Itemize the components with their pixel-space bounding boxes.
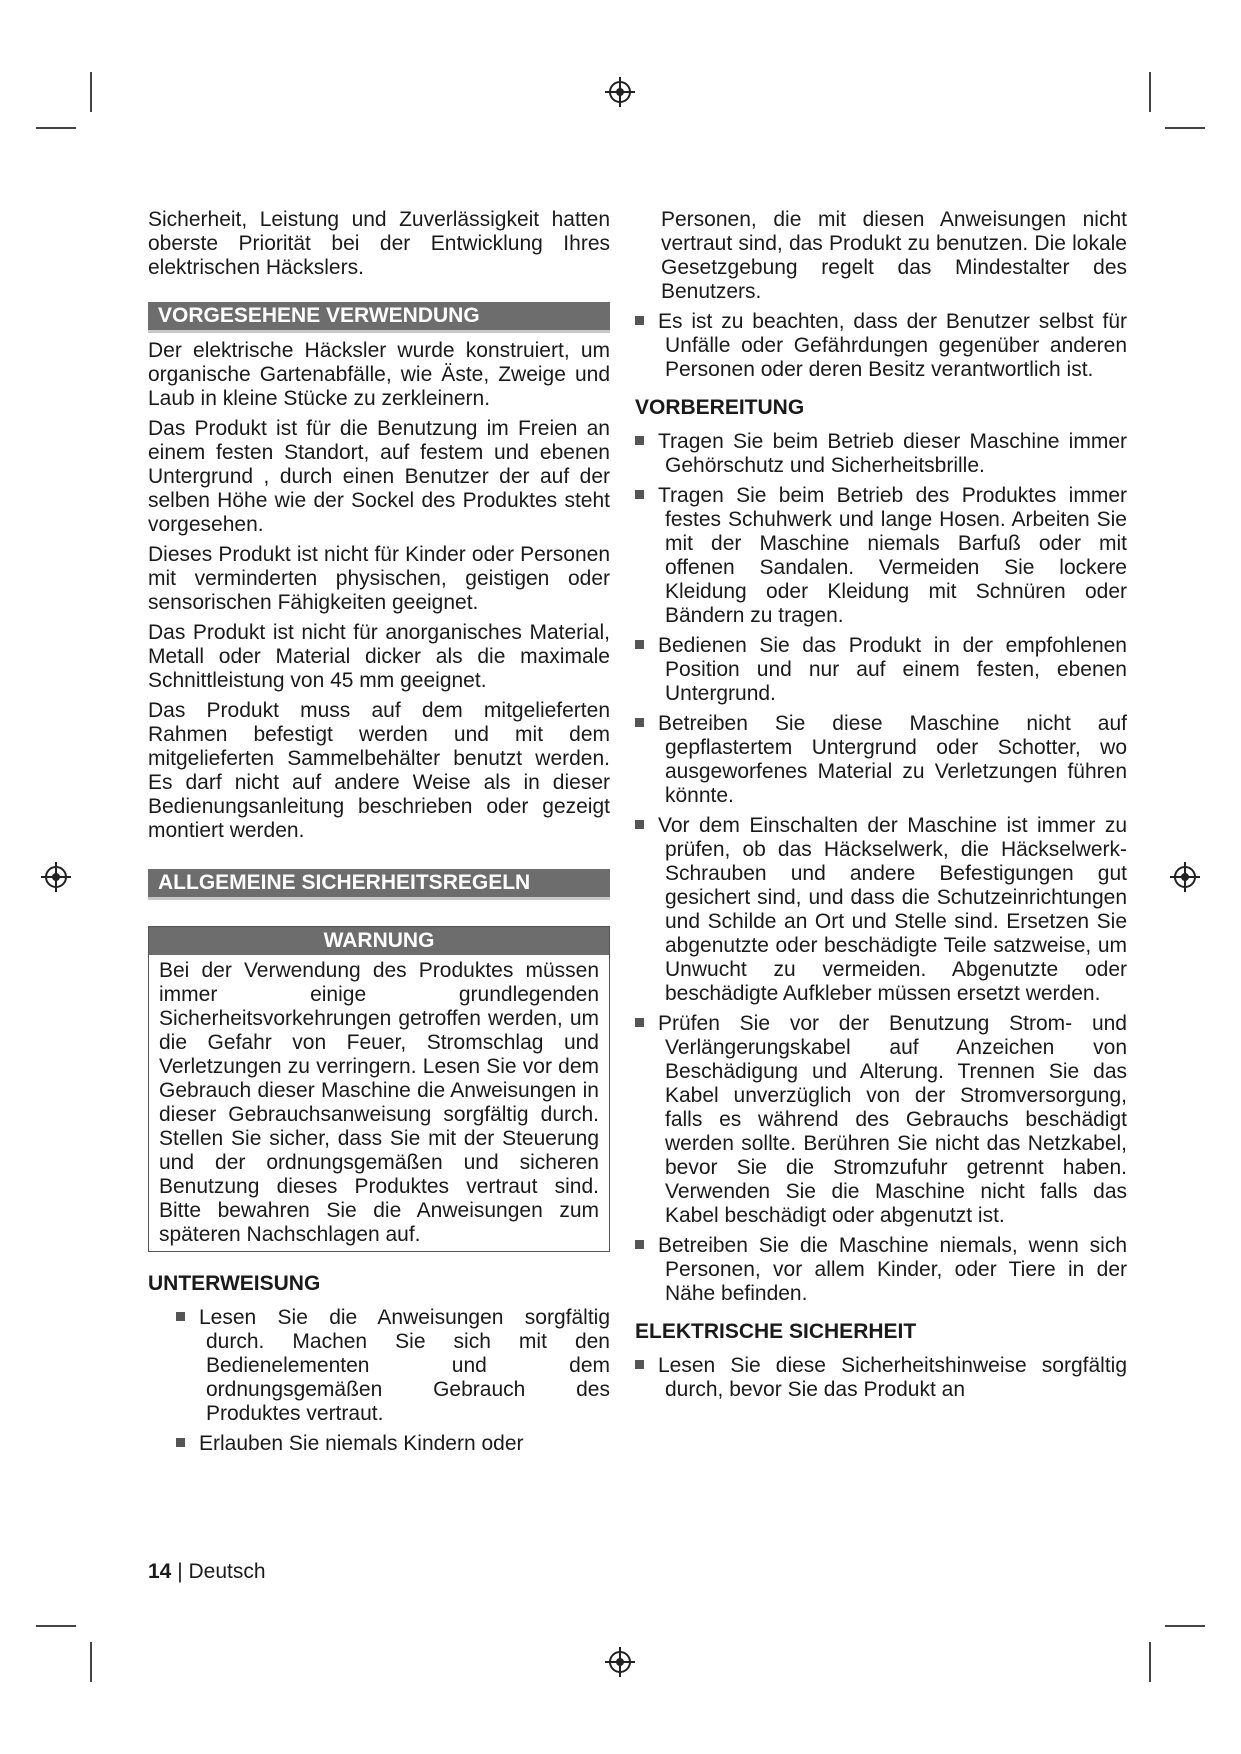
intended-use-paragraph: Das Produkt muss auf dem mitgelieferten Rahmen befestigt werden und mit dem mitgelieferten Sammelbehälter benutzt werden. Es darf nicht auf andere Weise als in dieser Bedienungsanleitung beschrieben oder gezeigt montiert werden. <box>148 699 610 842</box>
warning-title: WARNUNG <box>149 927 609 955</box>
footer-language: Deutsch <box>188 1560 266 1583</box>
subhead-electrical-safety: ELEKTRISCHE SICHERHEIT <box>635 1320 917 1343</box>
section-title-general-safety: ALLGEMEINE SICHERHEITSREGELN <box>148 869 610 900</box>
crop-mark <box>36 127 76 129</box>
list-item: Tragen Sie beim Betrieb dieser Maschine immer Gehörschutz und Sicherheitsbrille. <box>635 430 1127 478</box>
intended-use-paragraph: Dieses Produkt ist nicht für Kinder oder Personen mit verminderten physischen, geistigen oder sensorischen Fähigkeiten geeignet. <box>148 543 610 614</box>
bullet-square-icon <box>635 640 644 649</box>
list-item: Bedienen Sie das Produkt in der empfohlenen Position und nur auf einem festen, ebenen Untergrund. <box>635 634 1127 706</box>
bullet-square-icon <box>635 820 644 829</box>
list-item: Lesen Sie diese Sicherheitshinweise sorgfältig durch, bevor Sie das Produkt an <box>635 1354 1127 1402</box>
list-item: Vor dem Einschalten der Maschine ist immer zu prüfen, ob das Häckselwerk, die Häckselwerk-Schrauben und andere Befestigungen gut gesichert sind, und dass die Schutzeinrichtungen und Schilde an Ort und Stelle sind. Ersetzen Sie abgenutzte oder beschädigte Teile satzweise, um Unwucht zu vermeiden. Abgenutzte oder beschädigte Aufkleber müssen ersetzt werden. <box>635 814 1127 1006</box>
subhead-instruction: UNTERWEISUNG <box>148 1272 321 1295</box>
registration-mark-icon <box>1170 862 1200 892</box>
bullet-square-icon <box>176 1312 185 1321</box>
bullet-square-icon <box>635 1018 644 1027</box>
bullet-square-icon <box>635 316 644 325</box>
intended-use-paragraph: Das Produkt ist nicht für anorganisches Material, Metall oder Material dicker als die maximale Schnittleistung von 45 mm geeignet. <box>148 621 610 692</box>
page-number: 14 <box>148 1560 172 1583</box>
intended-use-paragraph: Der elektrische Häcksler wurde konstruiert, um organische Gartenabfälle, wie Äste, Zweige und Laub in kleine Stücke zu zerkleinern. <box>148 339 610 410</box>
crop-mark <box>90 1642 92 1682</box>
crop-mark <box>1149 1642 1151 1682</box>
warning-text: Bei der Verwendung des Produktes müssen immer einige grundlegenden Sicherheitsvorkehrungen getroffen werden, um die Gefahr von Feuer, Stromschlag und Verletzungen zu verringern. Lesen Sie vor dem Gebrauch dieser Maschine die Anweisungen in dieser Gebrauchsanweisung sorgfältig durch. Stellen Sie sicher, dass Sie mit der Steuerung und der ordnungsgemäßen und sicheren Benutzung dieses Produktes vertraut sind. Bitte bewahren Sie die Anweisungen zum späteren Nachschlagen auf. <box>159 959 599 1246</box>
list-item: Prüfen Sie vor der Benutzung Strom- und Verlängerungskabel auf Anzeichen von Beschädigung und Alterung. Trennen Sie das Kabel unverzüglich von der Stromversorgung, falls es während des Gebrauchs beschädigt werden sollte. Berühren Sie nicht das Netzkabel, bevor Sie die Stromzufuhr getrennt haben. Verwenden Sie die Maschine nicht falls das Kabel beschädigt oder abgenutzt ist. <box>635 1012 1127 1228</box>
list-item: Es ist zu beachten, dass der Benutzer selbst für Unfälle oder Gefährdungen gegenüber anderen Personen oder deren Besitz verantwortlich ist. <box>635 310 1127 382</box>
bullet-square-icon <box>635 718 644 727</box>
subhead-preparation: VORBEREITUNG <box>635 396 805 419</box>
list-item: Betreiben Sie die Maschine niemals, wenn sich Personen, vor allem Kinder, oder Tiere in der Nähe befinden. <box>635 1234 1127 1306</box>
registration-mark-icon <box>41 862 71 892</box>
crop-mark <box>90 72 92 112</box>
intro-paragraph: Sicherheit, Leistung und Zuverlässigkeit hatten oberste Priorität bei der Entwicklung Ihres elektrischen Häckslers. <box>148 208 610 279</box>
page-footer <box>148 1560 266 1584</box>
section-title-intended-use: VORGESEHENE VERWENDUNG <box>148 302 610 333</box>
bullet-square-icon <box>635 436 644 445</box>
list-item: Betreiben Sie diese Maschine nicht auf gepflastertem Untergrund oder Schotter, wo ausgeworfenes Material zu Verletzungen führen könnte. <box>635 712 1127 808</box>
continuation-paragraph: Personen, die mit diesen Anweisungen nicht vertraut sind, das Produkt zu benutzen. Die lokale Gesetzgebung regelt das Mindestalter des Benutzers. <box>661 208 1127 303</box>
left-column <box>148 208 610 1462</box>
warning-box <box>148 926 610 1252</box>
registration-mark-icon <box>605 77 635 107</box>
bullet-square-icon <box>635 1240 644 1249</box>
crop-mark <box>1165 127 1205 129</box>
bullet-square-icon <box>635 1360 644 1369</box>
footer-separator: | <box>171 1560 189 1583</box>
bullet-square-icon <box>176 1438 185 1447</box>
crop-mark <box>1165 1625 1205 1627</box>
crop-mark <box>1149 72 1151 112</box>
list-item: Erlauben Sie niemals Kindern oder <box>176 1432 610 1456</box>
registration-mark-icon <box>605 1647 635 1677</box>
list-item: Tragen Sie beim Betrieb des Produktes immer festes Schuhwerk und lange Hosen. Arbeiten Sie mit der Maschine niemals Barfuß oder mit offenen Sandalen. Vermeiden Sie lockere Kleidung oder Kleidung mit Schnüren oder Bändern zu tragen. <box>635 484 1127 628</box>
right-column <box>635 208 1127 1408</box>
intended-use-paragraph: Das Produkt ist für die Benutzung im Freien an einem festen Standort, auf festem und ebenen Untergrund , durch einen Benutzer der auf der selben Höhe wie der Sockel des Produktes steht vorgesehen. <box>148 417 610 536</box>
list-item: Lesen Sie die Anweisungen sorgfältig durch. Machen Sie sich mit den Bedienelementen und dem ordnungsgemäßen Gebrauch des Produktes vertraut. <box>176 1306 610 1426</box>
crop-mark <box>36 1625 76 1627</box>
bullet-square-icon <box>635 490 644 499</box>
